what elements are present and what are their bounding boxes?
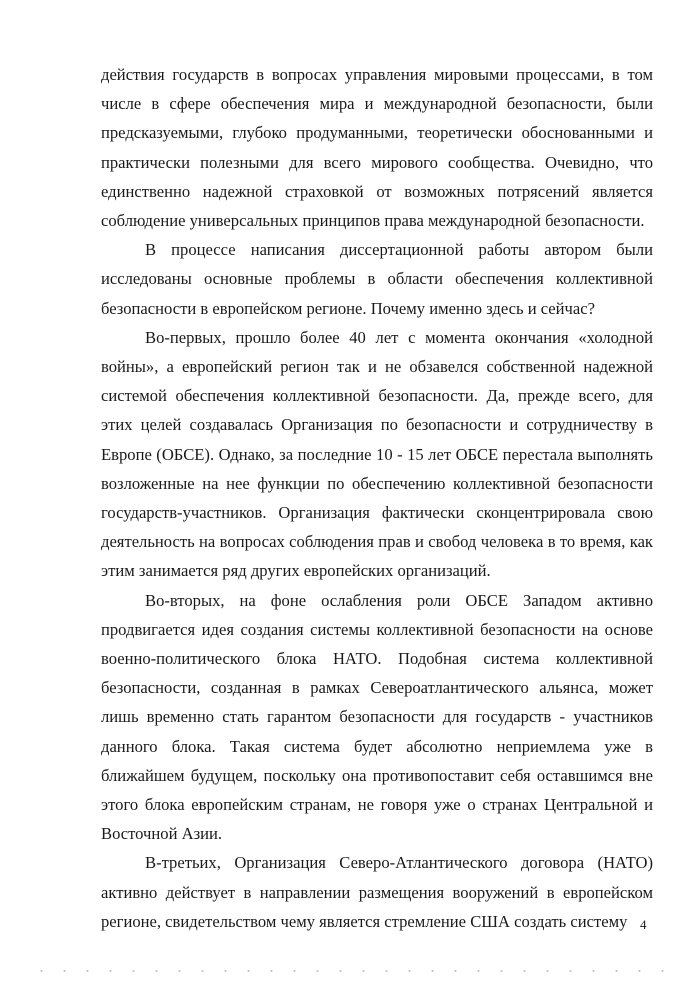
body-text xyxy=(101,60,653,936)
page-number: 4 xyxy=(640,917,647,932)
paragraph-5: В-третьих, Организация Северо-Атлантического договора (НАТО) активно действует в направлении размещения вооружений в европейском регионе, свидетельством чему является стремление США создать систему xyxy=(101,853,653,931)
paragraph-1: действия государств в вопросах управления мировыми процессами, в том числе в сфере обеспечения мира и международной безопасности, были предсказуемыми, глубоко продуманными, теоретически обоснованными и практически полезными для всего мирового сообщества. Очевидно, что единственно надежной страховкой от возможных потрясений является соблюдение универсальных принципов права международной безопасности. xyxy=(101,65,653,231)
scan-artifact-dots xyxy=(30,968,670,974)
paragraph-3: Во-первых, прошло более 40 лет с момента окончания «холодной войны», а европейский регион так и не обзавелся собственной надежной системой обеспечения коллективной безопасности. Да, прежде всего, для этих целей создавалась Организация по безопасности и сотрудничеству в Европе (ОБСЕ). Однако, за последние 10 - 15 лет ОБСЕ перестала выполнять возложенные на нее функции по обеспечению коллективной безопасности государств-участников. Организация фактически сконцентрировала свою деятельность на вопросах соблюдения прав и свобод человека в то время, как этим занимается ряд других европейских организаций. xyxy=(101,327,653,581)
paragraph-4: Во-вторых, на фоне ослабления роли ОБСЕ Западом активно продвигается идея создания системы коллективной безопасности на основе военно-политического блока НАТО. Подобная система коллективной безопасности, созданная в рамках Североатлантического альянса, может лишь временно стать гарантом безопасности для государств - участников данного блока. Такая система будет абсолютно неприемлема уже в ближайшем будущем, поскольку она противопоставит себя оставшимся вне этого блока европейским странам, не говоря уже о странах Центральной и Восточной Азии. xyxy=(101,590,653,844)
paragraph-2: В процессе написания диссертационной работы автором были исследованы основные проблемы в области обеспечения коллективной безопасности в европейском регионе. Почему именно здесь и сейчас? xyxy=(101,240,653,318)
